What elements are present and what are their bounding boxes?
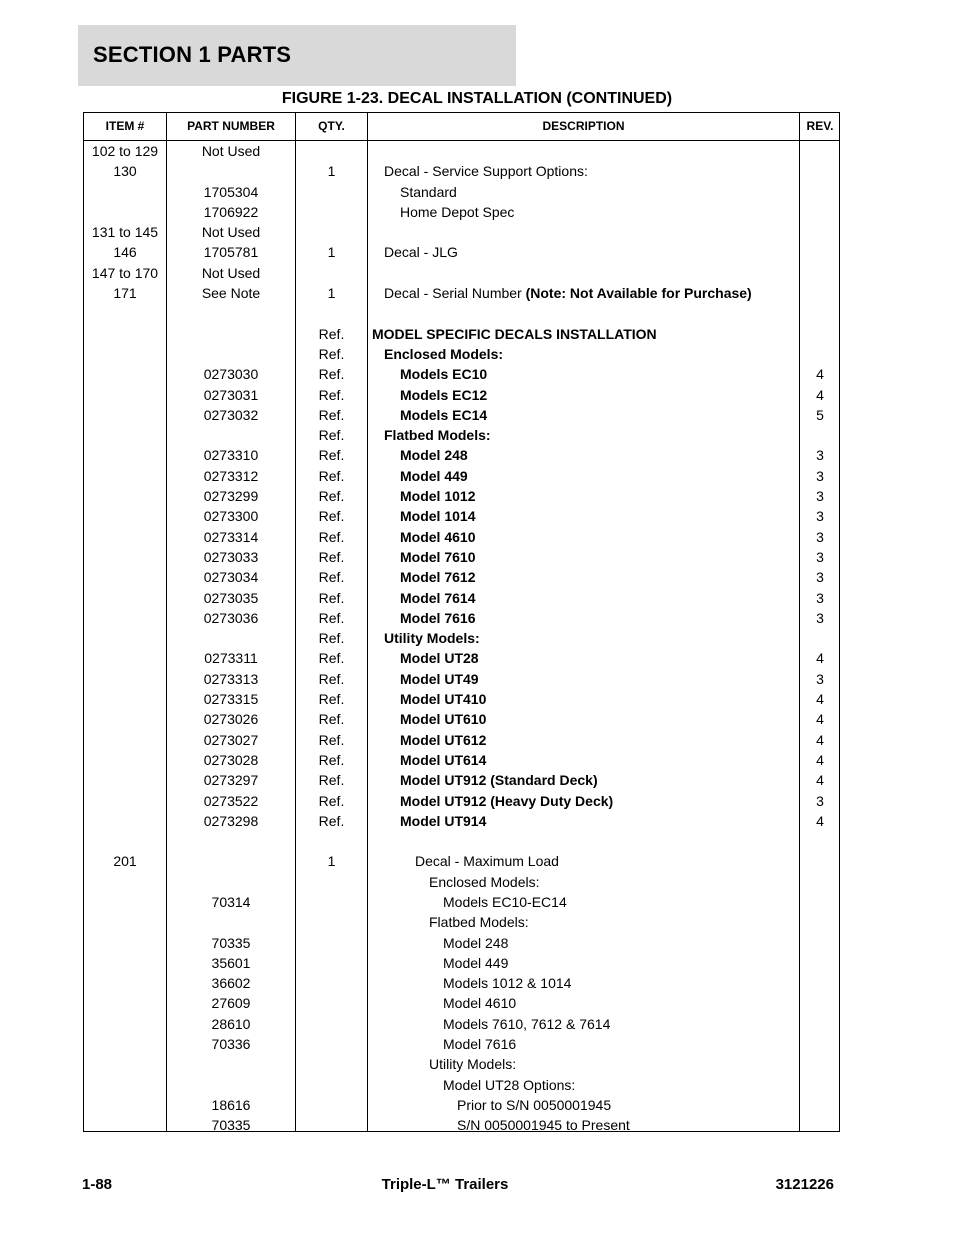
product-name: Triple-L™ Trailers [381, 1176, 509, 1193]
table-row [84, 993, 839, 1013]
description-text: Home Depot Spec [400, 203, 515, 220]
quantity: Ref. [318, 467, 345, 484]
part-number: 0273299 [203, 488, 259, 505]
description [368, 770, 830, 790]
part-number: 1705781 [203, 244, 259, 261]
description [368, 1014, 873, 1034]
description-text: Model UT912 (Standard Deck) [400, 772, 598, 789]
table-row [84, 933, 839, 953]
table-row [84, 912, 839, 932]
column-header-part-number: PART NUMBER [187, 119, 275, 133]
description-text: Model 7614 [400, 589, 476, 606]
description [368, 872, 859, 892]
description [368, 1075, 873, 1095]
description-text: Flatbed Models: [429, 914, 529, 931]
part-number: Not Used [201, 143, 261, 159]
description [368, 385, 830, 405]
table-row [84, 567, 839, 587]
quantity: Ref. [318, 366, 345, 383]
quantity: 1 [327, 163, 336, 180]
quantity: Ref. [318, 609, 345, 626]
description-text: Standard [400, 183, 457, 200]
description [368, 527, 830, 547]
quantity: Ref. [318, 711, 345, 728]
part-number: 0273312 [203, 467, 259, 484]
description-text: Model UT28 [400, 650, 479, 667]
part-number: 70335 [211, 1117, 251, 1134]
table-row [84, 324, 839, 344]
part-number: 1705304 [203, 183, 259, 200]
table-row [84, 973, 839, 993]
part-number: 0273310 [203, 447, 259, 464]
description [368, 588, 830, 608]
item-number: 130 [113, 163, 137, 180]
part-number: 36602 [211, 975, 251, 992]
section-title: SECTION 1 PARTS [93, 42, 292, 67]
revision: 3 [816, 589, 824, 606]
table-row [84, 445, 839, 465]
description-text: Models EC10-EC14 [443, 893, 567, 910]
quantity: Ref. [318, 528, 345, 545]
quantity: Ref. [318, 691, 345, 708]
part-number: 0273031 [203, 386, 259, 403]
revision: 4 [816, 366, 824, 383]
table-row [84, 791, 839, 811]
description-text: S/N 0050001945 to Present [457, 1117, 630, 1134]
description-text: Model 7612 [400, 569, 476, 586]
table-row [84, 750, 839, 770]
part-number: 70314 [211, 893, 251, 910]
description [368, 993, 873, 1013]
description [368, 466, 830, 486]
description-text: Model 4610 [400, 528, 476, 545]
part-number: 0273298 [203, 812, 259, 829]
description-text: Models 1012 & 1014 [443, 975, 572, 992]
description-text: Model 248 [400, 447, 468, 464]
table-row [84, 588, 839, 608]
description [368, 547, 830, 567]
table-row [84, 851, 839, 871]
quantity: 1 [327, 285, 336, 302]
description-text: Decal - Service Support Options: [384, 163, 588, 180]
column-header-qty: QTY. [318, 119, 345, 133]
description [368, 445, 830, 465]
description-text: Model 7616 [443, 1036, 517, 1053]
part-number: 35601 [211, 954, 251, 971]
part-number: 0273036 [203, 609, 259, 626]
description-text: Utility Models: [384, 630, 480, 647]
revision: 3 [816, 467, 824, 484]
page-number: 1-88 [82, 1176, 113, 1193]
part-number: 0273035 [203, 589, 259, 606]
table-row [84, 872, 839, 892]
description-text: Model 449 [400, 467, 468, 484]
part-number: Not Used [201, 264, 261, 281]
description-text: Model 449 [443, 954, 509, 971]
quantity: Ref. [318, 650, 345, 667]
quantity: Ref. [318, 345, 345, 362]
revision: 3 [816, 447, 824, 464]
item-number: 146 [113, 244, 137, 261]
quantity: Ref. [318, 630, 345, 647]
description-text: Decal - Maximum Load [415, 853, 559, 870]
table-row [84, 770, 839, 790]
item-number: 147 to 170 [91, 264, 159, 281]
description-text: Model 1012 [400, 488, 476, 505]
item-number: 102 to 129 [91, 143, 159, 159]
revision: 4 [816, 711, 824, 728]
part-number: 70335 [211, 934, 251, 951]
column-header-description: DESCRIPTION [542, 119, 625, 133]
parts-table [83, 112, 840, 1132]
description-text: Model UT28 Options: [443, 1076, 576, 1093]
document-number: 3121226 [775, 1176, 834, 1193]
description [368, 283, 814, 303]
part-number: 0273030 [203, 366, 259, 383]
table-body [84, 141, 839, 1136]
quantity: Ref. [318, 508, 345, 525]
part-number: 0273311 [204, 650, 258, 667]
quantity: 1 [327, 244, 336, 261]
description [368, 567, 830, 587]
part-number: 0273522 [203, 792, 259, 809]
description-text: Model 1014 [400, 508, 476, 525]
revision: 3 [816, 488, 824, 505]
description [368, 648, 830, 668]
table-row [84, 953, 839, 973]
column-header-rev: REV. [806, 119, 834, 133]
table-row [84, 527, 839, 547]
table-row [84, 1054, 839, 1074]
description [368, 1054, 859, 1074]
description-text: Model 7616 [400, 609, 476, 626]
description [368, 1034, 873, 1054]
part-number: 0273034 [203, 569, 259, 586]
table-row [84, 222, 839, 242]
figure-title: FIGURE 1-23. DECAL INSTALLATION (CONTINUED) [281, 90, 673, 107]
description [368, 791, 830, 811]
revision: 4 [816, 751, 824, 768]
quantity: Ref. [318, 589, 345, 606]
part-number: 0273300 [203, 508, 259, 525]
part-number: 18616 [211, 1096, 251, 1113]
table-row [84, 263, 839, 283]
table-row [84, 303, 839, 323]
description [368, 324, 802, 344]
table-row [84, 182, 839, 202]
revision: 3 [816, 792, 824, 809]
table-row [84, 425, 839, 445]
quantity: Ref. [318, 447, 345, 464]
description [368, 851, 845, 871]
description [368, 811, 830, 831]
table-row [84, 364, 839, 384]
description-text: Decal - Serial Number [384, 285, 526, 302]
part-number: See Note [201, 285, 261, 302]
description [368, 486, 830, 506]
quantity: Ref. [318, 386, 345, 403]
description [368, 669, 830, 689]
description-text: Models EC12 [400, 386, 488, 403]
revision: 3 [816, 670, 824, 687]
revision: 4 [816, 812, 824, 829]
description [368, 709, 830, 729]
table-row [84, 486, 839, 506]
description [368, 628, 814, 648]
table-row [84, 466, 839, 486]
part-number: 0273028 [203, 751, 259, 768]
revision: 3 [816, 569, 824, 586]
table-row [84, 283, 839, 303]
table-row [84, 1115, 839, 1135]
revision: 4 [816, 650, 824, 667]
part-number: 0273033 [203, 548, 259, 565]
description [368, 608, 830, 628]
quantity: Ref. [318, 731, 345, 748]
description [368, 506, 830, 526]
quantity: Ref. [318, 772, 345, 789]
part-number: 0273315 [203, 691, 259, 708]
item-number: 131 to 145 [91, 224, 159, 241]
description-text: Model UT49 [400, 670, 479, 687]
quantity: Ref. [318, 406, 345, 423]
part-number: 0273314 [203, 528, 259, 545]
description [368, 364, 830, 384]
part-number: 0273032 [203, 406, 259, 423]
description-text: Flatbed Models: [384, 427, 491, 444]
description-text: Model 4610 [443, 995, 517, 1012]
description [368, 425, 814, 445]
table-row [84, 547, 839, 567]
table-row [84, 831, 839, 851]
part-number: 28610 [211, 1015, 251, 1032]
description-text: Models 7610, 7612 & 7614 [443, 1015, 611, 1032]
description-text: Model UT912 (Heavy Duty Deck) [400, 792, 614, 809]
table-row [84, 385, 839, 405]
description [368, 1115, 887, 1135]
part-number: Not Used [201, 224, 261, 241]
table-row [84, 1034, 839, 1054]
revision: 4 [816, 772, 824, 789]
description-text: Model 7610 [400, 548, 476, 565]
table-row [84, 628, 839, 648]
revision: 3 [816, 508, 824, 525]
description-text: Model 248 [443, 934, 509, 951]
description-note: (Note: Not Available for Purchase) [525, 285, 752, 302]
table-row [84, 242, 839, 262]
description [368, 892, 873, 912]
description-text: Decal - JLG [384, 244, 458, 261]
description [368, 912, 859, 932]
part-number: 0273026 [203, 711, 259, 728]
description [368, 1095, 887, 1115]
revision: 3 [816, 548, 824, 565]
description [368, 953, 873, 973]
table-row [84, 608, 839, 628]
description [368, 344, 814, 364]
description-text: Models EC10 [400, 366, 488, 383]
description [368, 182, 830, 202]
quantity: Ref. [318, 670, 345, 687]
description [368, 730, 830, 750]
item-number: 201 [113, 853, 137, 870]
description [368, 933, 873, 953]
quantity: Ref. [318, 427, 345, 444]
quantity: Ref. [318, 548, 345, 565]
description [368, 750, 830, 770]
description-text: Model UT610 [400, 711, 487, 728]
description-text: MODEL SPECIFIC DECALS INSTALLATION [372, 325, 657, 342]
quantity: Ref. [318, 569, 345, 586]
description-text: Model UT614 [400, 751, 487, 768]
description-text: Utility Models: [429, 1056, 517, 1073]
description [368, 242, 814, 262]
section-banner [78, 25, 516, 86]
column-header-item: ITEM # [105, 119, 145, 133]
description-text: Model UT914 [400, 812, 487, 829]
quantity: Ref. [318, 325, 345, 342]
part-number: 0273297 [203, 772, 259, 789]
table-row [84, 161, 839, 181]
table-row [84, 648, 839, 668]
description [368, 161, 814, 181]
revision: 3 [816, 528, 824, 545]
table-row [84, 1095, 839, 1115]
revision: 3 [816, 609, 824, 626]
table-row [84, 892, 839, 912]
description-text: Enclosed Models: [384, 345, 504, 362]
quantity: Ref. [318, 488, 345, 505]
table-row [84, 1014, 839, 1034]
part-number: 27609 [211, 995, 251, 1012]
table-row [84, 202, 839, 222]
revision: 4 [816, 731, 824, 748]
table-row [84, 689, 839, 709]
part-number: 0273027 [203, 731, 259, 748]
quantity: Ref. [318, 812, 345, 829]
quantity: Ref. [318, 792, 345, 809]
table-row [84, 669, 839, 689]
description-text: Prior to S/N 0050001945 [457, 1096, 612, 1113]
description-text: Model UT410 [400, 691, 487, 708]
description-text: Enclosed Models: [429, 873, 540, 890]
revision: 5 [816, 406, 824, 423]
description [368, 689, 830, 709]
quantity: Ref. [318, 751, 345, 768]
table-row [84, 1075, 839, 1095]
quantity: 1 [327, 853, 336, 870]
revision: 4 [816, 691, 824, 708]
table-row [84, 405, 839, 425]
description-text: Models EC14 [400, 406, 488, 423]
item-number: 171 [113, 285, 137, 302]
part-number: 70336 [211, 1036, 251, 1053]
description [368, 202, 830, 222]
table-row [84, 141, 839, 161]
table-row [84, 709, 839, 729]
revision: 4 [816, 386, 824, 403]
part-number: 0273313 [203, 670, 259, 687]
part-number: 1706922 [203, 203, 259, 220]
description [368, 405, 830, 425]
table-row [84, 811, 839, 831]
table-row [84, 344, 839, 364]
description [368, 973, 873, 993]
table-row [84, 506, 839, 526]
table-row [84, 730, 839, 750]
description-text: Model UT612 [400, 731, 487, 748]
